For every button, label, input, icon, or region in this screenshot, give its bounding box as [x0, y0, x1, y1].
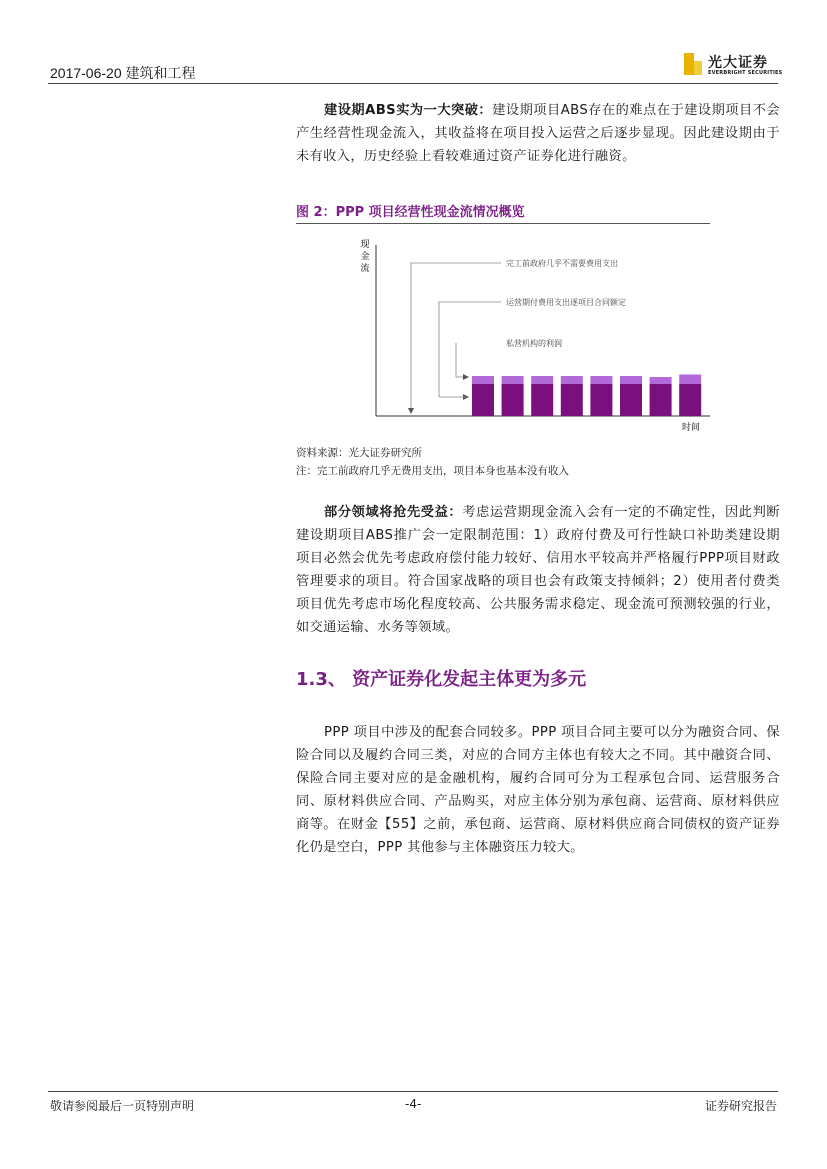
logo-text: 光大证券: [708, 55, 768, 71]
bar-top: [679, 375, 701, 385]
paragraph-lead: 部分领域将抢先受益：: [324, 505, 463, 520]
paragraph-body: 考虑运营期现金流入会有一定的不确定性，因此判断建设期项目ABS推广会一定限制范围：1）政府付费及可行性缺口补助类建设期项目必然会优先考虑政府偿付能力较好、信用水平较高并严格履行PPP项目财政管理要求的项目。符合国家战略的项目也会有政策支持倾斜；2）使用者付费类项目优先考虑市场化程度较高、公共服务需求稳定、现金流可预测较强的行业，如交通运输、水务等领域。: [296, 505, 781, 635]
paragraph-body: PPP 项目中涉及的配套合同较多。PPP 项目合同主要可以分为融资合同、保险合同以及履约合同三类，对应的合同方主体也有较大之不同。其中融资合同、保险合同主要对应的是金融机构，履约合同可分为工程承包合同、运营服务合同、原材料供应合同、产品购买，对应主体分别为承包商、运营商、原材料供应商等。在财金【55】之前，承包商、运营商、原材料供应商合同债权的资产证券化仍是空白，PPP 其他参与主体融资压力较大。: [296, 725, 780, 855]
paragraph-body: 建设期项目ABS存在的难点在于建设期项目不会产生经营性现金流入，其收益将在项目投入运营之后逐步显现。因此建设期由于未有收入，历史经验上看较难通过资产证券化进行融资。: [296, 103, 780, 164]
bar-base: [620, 384, 642, 416]
bar-top: [650, 377, 672, 384]
footer-divider: [48, 1091, 778, 1092]
bar-top: [561, 376, 583, 384]
cashflow-chart: [296, 225, 716, 440]
footer-disclaimer: 敬请参阅最后一页特别声明: [50, 1099, 195, 1113]
bar-base: [679, 384, 701, 416]
footer-page-number: -4-: [405, 1097, 422, 1111]
bar-top: [531, 376, 553, 384]
bar-base: [472, 384, 494, 416]
bar-top: [502, 376, 524, 384]
annotation-leader-3: [456, 343, 466, 377]
bar-base: [590, 384, 612, 416]
bar-base: [561, 384, 583, 416]
logo-icon: [684, 53, 702, 75]
annotation-arrow-3: [463, 374, 469, 380]
paragraph-sectors: [296, 501, 780, 639]
bar-base: [650, 384, 672, 416]
bar-top: [472, 376, 494, 384]
figure-note: 注：完工前政府几乎无费用支出，项目本身也基本没有收入: [296, 465, 569, 477]
figure-source: 资料来源：光大证券研究所: [296, 447, 422, 459]
paragraph-lead: 建设期ABS实为一大突破：: [324, 103, 493, 118]
figure-title: 图 2：PPP 项目经营性现金流情况概览: [296, 205, 525, 220]
annotation-3: 私营机构的利润: [506, 339, 562, 348]
bar-base: [502, 384, 524, 416]
annotation-2: 运营期付费用支出逐项目合同额定: [506, 298, 626, 307]
logo-subtext: EVERBRIGHT SECURITIES: [708, 70, 783, 76]
bar-base: [531, 384, 553, 416]
y-axis-label: 现金流: [360, 240, 370, 274]
paragraph-contracts: [296, 721, 780, 859]
bar-top: [590, 376, 612, 384]
footer-report-type: 证券研究报告: [705, 1099, 778, 1113]
header-divider: [48, 83, 778, 84]
header-date-section: 2017-06-20 建筑和工程: [50, 65, 196, 81]
annotation-arrow-1: [408, 408, 414, 414]
paragraph-construction-abs: [296, 99, 780, 168]
annotation-1: 完工前政府几乎不需要费用支出: [506, 259, 618, 268]
section-title: 1.3、 资产证券化发起主体更为多元: [296, 669, 587, 690]
bar-top: [620, 376, 642, 384]
figure-title-divider: [296, 223, 710, 224]
x-axis-label: 时间: [682, 423, 701, 433]
